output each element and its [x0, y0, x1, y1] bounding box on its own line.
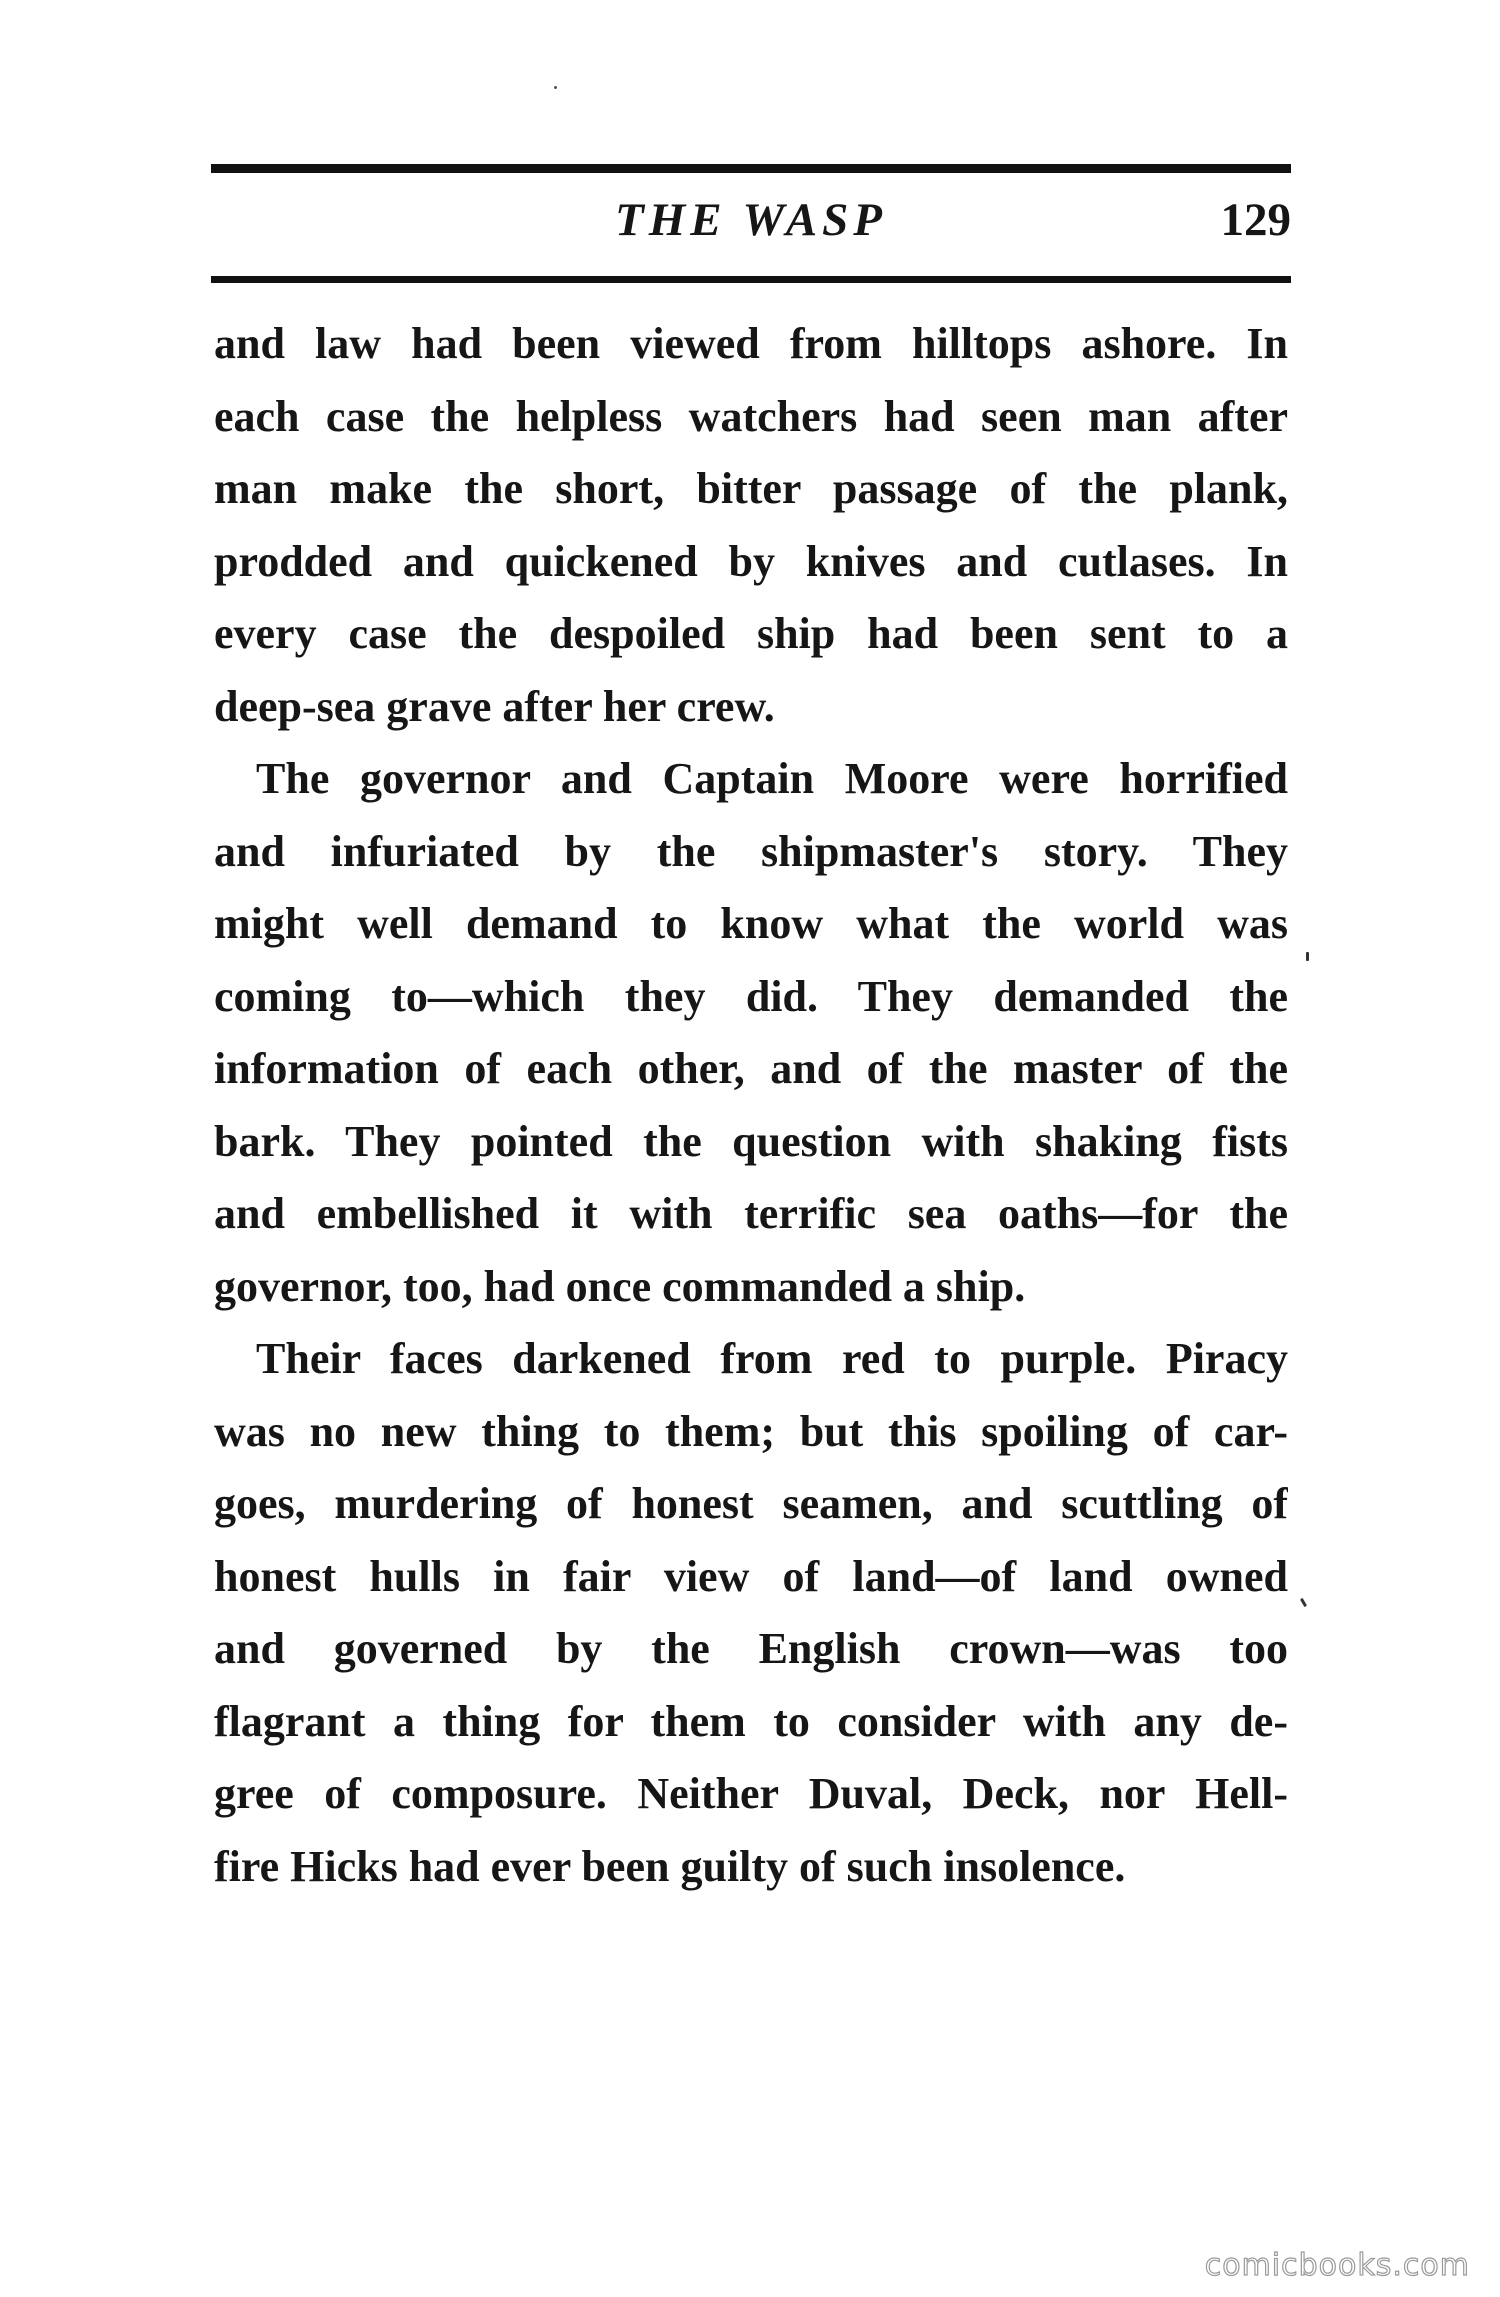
- text-line: governor, too, had once commanded a ship.: [214, 1261, 1026, 1311]
- text-line: every case the despoiled ship had been sent to a: [214, 609, 1288, 658]
- text-line: and law had been viewed from hilltops ashore. In: [214, 319, 1288, 368]
- margin-mark: [1300, 1598, 1307, 1607]
- body-text: [214, 308, 1288, 1903]
- running-title: THE WASP: [614, 194, 888, 246]
- text-line: Their faces darkened from red to purple. Piracy: [256, 1334, 1288, 1383]
- header-rule-top: [211, 164, 1291, 173]
- text-line: might well demand to know what the world was: [214, 899, 1288, 948]
- text-line: man make the short, bitter passage of the plank,: [214, 464, 1288, 513]
- margin-mark: [1306, 952, 1309, 961]
- speck-mark: [554, 86, 557, 89]
- header-rule-bottom: [211, 276, 1291, 283]
- paragraph: [214, 743, 1288, 1323]
- text-line: bark. They pointed the question with shaking fists: [214, 1116, 1288, 1166]
- text-line: deep-sea grave after her crew.: [214, 681, 775, 731]
- text-line: goes, murdering of honest seamen, and scuttling of: [214, 1479, 1288, 1528]
- text-line: flagrant a thing for them to consider with any de-: [214, 1696, 1288, 1746]
- text-line: fire Hicks had ever been guilty of such insolence.: [214, 1841, 1126, 1891]
- watermark: comicbooks.com: [1204, 2248, 1470, 2283]
- paragraph: [214, 1323, 1288, 1903]
- text-line: and infuriated by the shipmaster's story. They: [214, 826, 1288, 876]
- text-line: The governor and Captain Moore were horrified: [256, 754, 1288, 803]
- page-number: 129: [1220, 194, 1291, 246]
- text-line: information of each other, and of the master of the: [214, 1044, 1288, 1093]
- text-line: each case the helpless watchers had seen man after: [214, 391, 1288, 441]
- paragraph: [214, 308, 1288, 743]
- text-line: and governed by the English crown—was too: [214, 1624, 1288, 1673]
- text-line: and embellished it with terrific sea oaths—for the: [214, 1189, 1288, 1238]
- text-line: gree of composure. Neither Duval, Deck, nor Hell-: [214, 1769, 1288, 1818]
- running-head: [211, 186, 1291, 266]
- text-line: honest hulls in fair view of land—of land owned: [214, 1551, 1288, 1601]
- text-line: coming to—which they did. They demanded the: [214, 971, 1288, 1021]
- text-line: prodded and quickened by knives and cutlases. In: [214, 536, 1288, 586]
- text-line: was no new thing to them; but this spoiling of car-: [214, 1406, 1288, 1456]
